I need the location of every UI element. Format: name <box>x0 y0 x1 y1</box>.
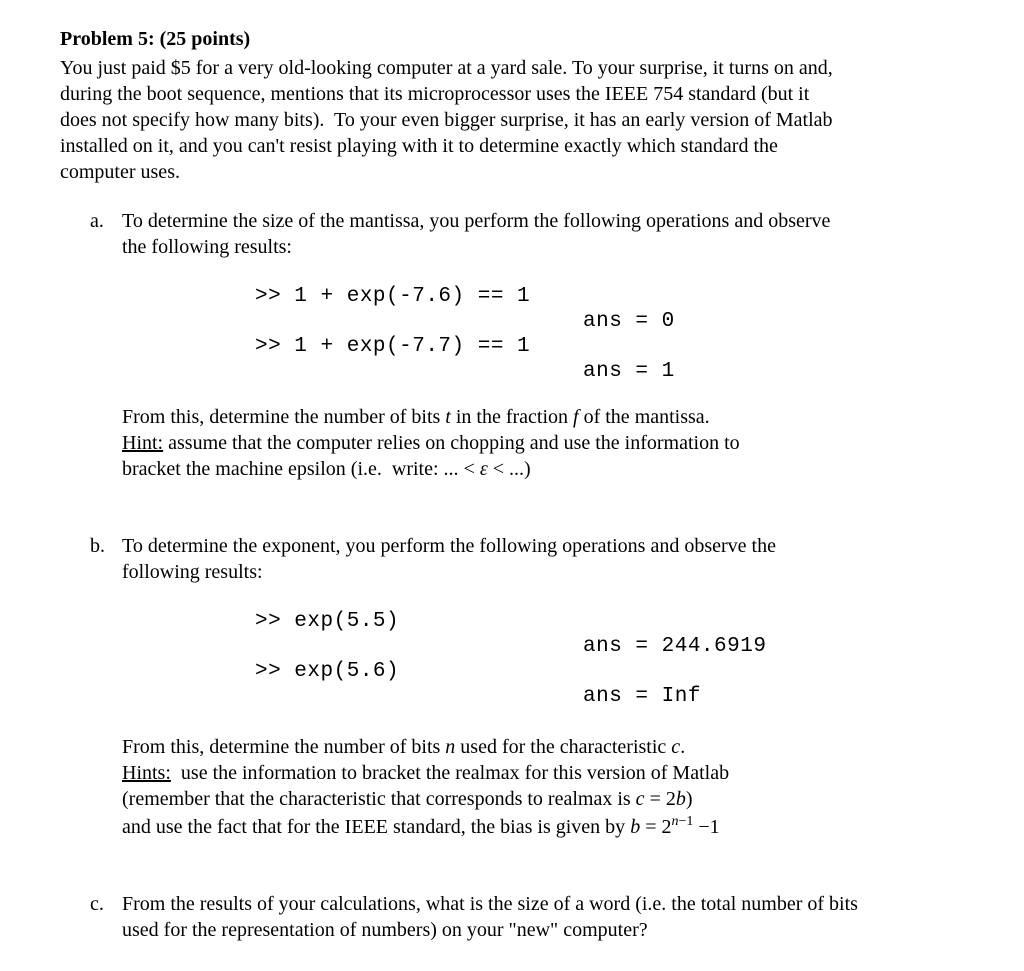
var-f: f <box>573 406 579 428</box>
intro-line: installed on it, and you can't resist playing with it to determine exactly which standard the <box>60 135 778 157</box>
matlab-command: >> exp(5.5) <box>255 610 400 633</box>
part-a-item <box>90 208 830 260</box>
part-b-prompt-line: following results: <box>122 561 263 583</box>
part-c-line: From the results of your calculations, what is the size of a word (i.e. the total number of bits <box>122 893 858 915</box>
exponent-superscript: n−1 <box>671 814 694 829</box>
part-b-hint-line: (remember that the characteristic that corresponds to realmax is c = 2b) <box>122 788 693 810</box>
part-c-question <box>122 891 858 943</box>
hint-label: Hint: <box>122 432 164 454</box>
var-t: t <box>445 406 451 428</box>
matlab-answer: ans = 0 <box>583 310 675 333</box>
matlab-answer: ans = 244.6919 <box>583 635 767 658</box>
part-c-item <box>90 891 858 943</box>
part-b-hint-line: Hints: use the information to bracket the realmax for this version of Matlab <box>122 762 730 784</box>
part-a-prompt-line: To determine the size of the mantissa, you perform the following operations and observe <box>122 210 831 232</box>
part-a-code-block <box>255 284 675 384</box>
var-b: b <box>675 788 686 810</box>
intro-line: You just paid $5 for a very old-looking computer at a yard sale. To your surprise, it turns on and, <box>60 57 833 79</box>
part-a-followup-line: From this, determine the number of bits t in the fraction f of the mantissa. <box>122 406 710 428</box>
intro-line: does not specify how many bits). To your even bigger surprise, it has an early version of Matlab <box>60 109 833 131</box>
part-a-marker: a. <box>90 210 104 232</box>
matlab-answer: ans = 1 <box>583 360 675 383</box>
var-c: c <box>635 788 645 810</box>
hints-label: Hints: <box>122 762 171 784</box>
part-b-code-block <box>255 609 766 709</box>
var-n: n <box>671 814 679 829</box>
intro-paragraph <box>60 55 833 185</box>
intro-line: during the boot sequence, mentions that its microprocessor uses the IEEE 754 standard (but it <box>60 83 810 105</box>
matlab-command: >> 1 + exp(-7.7) == 1 <box>255 335 531 358</box>
part-b-bias-formula-line: and use the fact that for the IEEE standard, the bias is given by $b = 2^{n-1} -1$ <box>122 814 720 838</box>
matlab-command: >> 1 + exp(-7.6) == 1 <box>255 285 531 308</box>
part-b-followup <box>122 734 729 840</box>
var-n: n <box>445 736 456 758</box>
part-a-hint-line: Hint: assume that the computer relies on chopping and use the information to <box>122 432 740 454</box>
part-a-prompt-line: the following results: <box>122 236 292 258</box>
part-b-followup-line: From this, determine the number of bits n used for the characteristic c. <box>122 736 686 758</box>
part-a-prompt <box>122 208 830 260</box>
var-c: c <box>671 736 681 758</box>
var-b: b <box>630 816 641 838</box>
part-a-hint-line: bracket the machine epsilon (i.e. write: ... < ε < ...) <box>122 458 531 480</box>
part-a-followup <box>122 404 740 482</box>
part-c-line: used for the representation of numbers) on your "new" computer? <box>122 919 648 941</box>
part-c-marker: c. <box>90 893 104 915</box>
problem-title: Problem 5: (25 points) <box>60 28 251 50</box>
matlab-command: >> exp(5.6) <box>255 660 400 683</box>
part-b-prompt-line: To determine the exponent, you perform the following operations and observe the <box>122 535 776 557</box>
var-epsilon: ε <box>479 458 488 480</box>
matlab-answer: ans = Inf <box>583 685 701 708</box>
intro-line: computer uses. <box>60 161 180 183</box>
part-b-item <box>90 533 776 585</box>
part-b-prompt <box>122 533 776 585</box>
part-b-marker: b. <box>90 535 105 557</box>
